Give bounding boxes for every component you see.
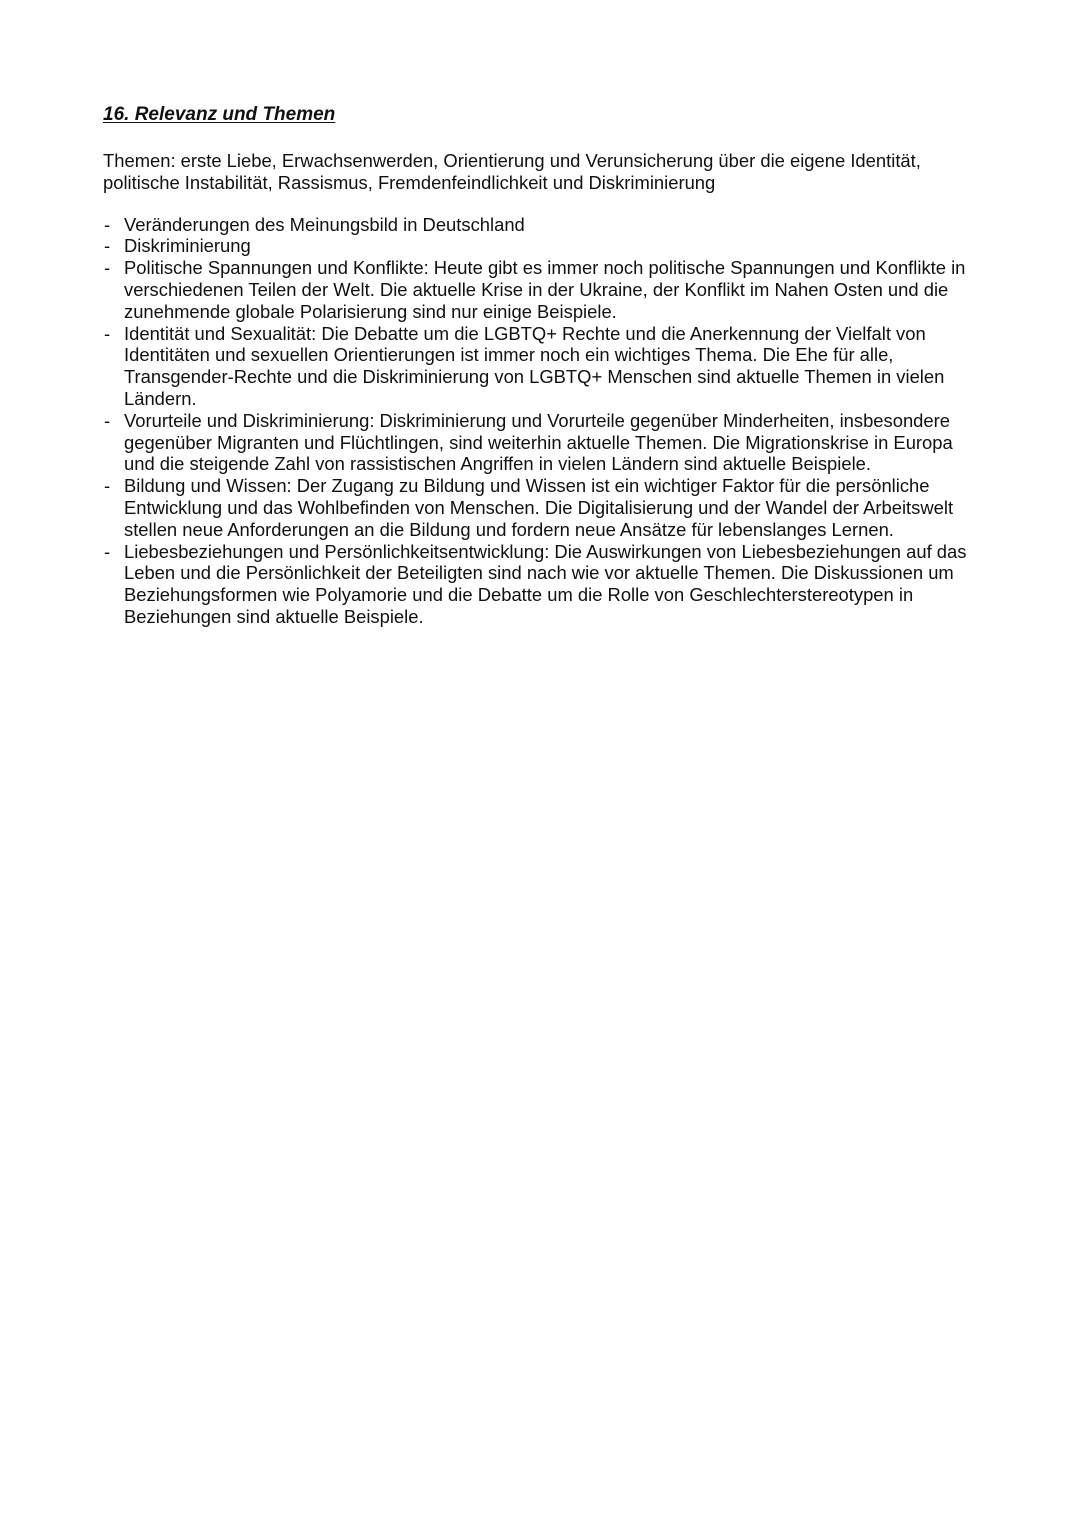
list-item-text: Identität und Sexualität: Die Debatte um die LGBTQ+ Rechte und die Anerkennung der Vielfalt von Identitäten und sexuellen Orientierungen ist immer noch ein wichtiges Thema. Die Ehe für alle, Transgender-Rechte und die Diskriminierung von LGBTQ+ Menschen sind aktuelle Themen in vielen Ländern. [124,322,945,409]
bullet-dash: - [104,475,111,497]
bullet-dash: - [104,213,111,235]
list-item-text: Veränderungen des Meinungsbild in Deutschland [124,213,525,235]
list-item-text: Liebesbeziehungen und Persönlichkeitsentwicklung: Die Auswirkungen von Liebesbeziehungen auf das Leben und die Persönlichkeit der Beteiligten sind nach wie vor aktuelle Themen. Die Diskussionen um Beziehungsformen wie Polyamorie und die Debatte um die Rolle von Geschlechterstereotypen in Beziehungen sind aktuelle Beispiele. [124,540,967,627]
bullet-dash: - [104,540,111,562]
list-item [103,541,983,628]
bullet-dash: - [104,235,111,257]
list-item [103,323,983,410]
bullet-dash: - [104,257,111,279]
list-item [103,214,983,236]
list-item-text: Politische Spannungen und Konflikte: Heute gibt es immer noch politische Spannungen und Konflikte in verschiedenen Teilen der Welt. Die aktuelle Krise in der Ukraine, der Konflikt im Nahen Osten und die zunehmende globale Polarisierung sind nur einige Beispiele. [124,257,966,322]
bullet-dash: - [104,322,111,344]
list-item-text: Bildung und Wissen: Der Zugang zu Bildung und Wissen ist ein wichtiger Faktor für die persönliche Entwicklung und das Wohlbefinden von Menschen. Die Digitalisierung und der Wandel der Arbeitswelt stellen neue Anforderungen an die Bildung und fordern neue Ansätze für lebenslanges Lernen. [124,475,954,540]
list-item [103,475,983,540]
themes-intro: Themen: erste Liebe, Erwachsenwerden, Orientierung und Verunsicherung über die eigene Identität, politische Instabilität, Rassismus, Fremdenfeindlichkeit und Diskriminierung [103,150,921,193]
section-heading: 16. Relevanz und Themen [103,104,336,125]
bullet-dash: - [104,409,111,431]
list-item-text: Diskriminierung [124,235,251,257]
list-item [103,235,983,257]
topics-list [103,214,983,628]
list-item [103,410,983,475]
document-page [103,103,983,628]
list-item [103,257,983,322]
list-item-text: Vorurteile und Diskriminierung: Diskriminierung und Vorurteile gegenüber Minderheiten, insbesondere gegenüber Migranten und Flüchtlingen, sind weiterhin aktuelle Themen. Die Migrationskrise in Europa und die steigende Zahl von rassistischen Angriffen in vielen Ländern sind aktuelle Beispiele. [124,409,953,475]
